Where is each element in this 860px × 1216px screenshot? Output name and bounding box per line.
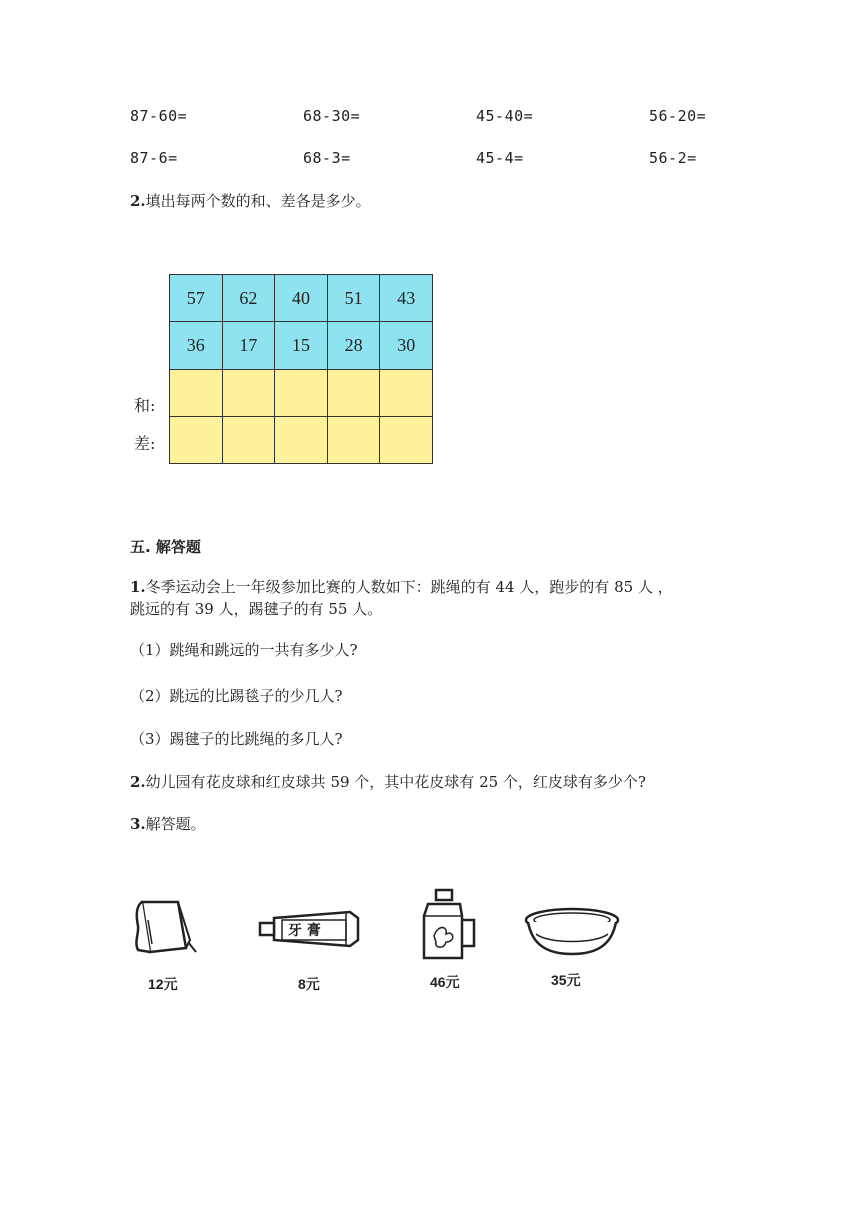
answer-cell[interactable]	[222, 416, 275, 463]
calc-item: 45-4=	[476, 149, 524, 167]
question-2	[130, 190, 371, 212]
question-number: 3.	[130, 815, 146, 833]
toothpaste-item	[254, 906, 364, 960]
answer-cell[interactable]	[275, 416, 328, 463]
numbers-row-2	[170, 322, 433, 369]
answer-cell[interactable]	[327, 416, 380, 463]
diff-row	[170, 416, 433, 463]
number-cell: 57	[170, 275, 223, 322]
number-cell: 40	[275, 275, 328, 322]
question-text: 解答题。	[145, 815, 206, 833]
calc-item: 68-3=	[303, 149, 351, 167]
question-number: 2.	[130, 773, 146, 791]
number-cell: 30	[380, 322, 433, 369]
calc-item: 45-40=	[476, 107, 534, 125]
number-cell: 36	[170, 322, 223, 369]
answer-cell[interactable]	[380, 369, 433, 416]
question-number: 2.	[130, 192, 146, 210]
question-5-2	[130, 771, 646, 793]
question-text: 填出每两个数的和、差各是多少。	[145, 192, 371, 210]
number-cell: 17	[222, 322, 275, 369]
calc-item: 56-20=	[649, 107, 707, 125]
towel-item	[130, 896, 202, 964]
numbers-row-1	[170, 275, 433, 322]
answer-cell[interactable]	[170, 416, 223, 463]
answer-cell[interactable]	[222, 369, 275, 416]
sub-question-2: （2）跳远的比踢毯子的少几人?	[130, 687, 343, 705]
number-cell: 62	[222, 275, 275, 322]
toothpaste-price: 8元	[298, 976, 320, 992]
answer-cell[interactable]	[170, 369, 223, 416]
toothpaste-label: 牙 膏	[288, 923, 321, 939]
calc-item: 68-30=	[303, 107, 361, 125]
number-cell: 43	[380, 275, 433, 322]
sub-question-1: （1）跳绳和跳远的一共有多少人?	[130, 641, 358, 659]
sum-row	[170, 369, 433, 416]
thermos-price: 46元	[430, 974, 460, 990]
question-text-line-2: 跳远的有 39 人，踢毽子的有 55 人。	[130, 600, 383, 618]
basin-icon	[522, 904, 622, 960]
diff-label: 差:	[134, 434, 156, 453]
calc-item: 87-60=	[130, 107, 188, 125]
number-cell: 28	[327, 322, 380, 369]
basin-item	[522, 904, 622, 964]
sub-question-3: （3）踢毽子的比跳绳的多几人?	[130, 730, 343, 748]
question-text-line-1: 冬季运动会上一年级参加比赛的人数如下：跳绳的有 44 人，跑步的有 85 人 ，	[145, 578, 673, 596]
question-text: 幼儿园有花皮球和红皮球共 59 个，其中花皮球有 25 个，红皮球有多少个?	[145, 773, 646, 791]
question-5-3	[130, 813, 206, 835]
thermos-cup-icon	[414, 886, 484, 966]
towel-price: 12元	[148, 976, 178, 992]
answer-cell[interactable]	[327, 369, 380, 416]
basin-price: 35元	[551, 972, 581, 988]
calc-item: 87-6=	[130, 149, 178, 167]
sum-label: 和:	[134, 396, 156, 415]
question-number: 1.	[130, 578, 146, 596]
answer-cell[interactable]	[275, 369, 328, 416]
answer-cell[interactable]	[380, 416, 433, 463]
thermos-item	[414, 886, 484, 970]
calc-item: 56-2=	[649, 149, 697, 167]
section-title: 五. 解答题	[130, 538, 201, 556]
sum-diff-table	[169, 274, 433, 464]
number-cell: 51	[327, 275, 380, 322]
number-cell: 15	[275, 322, 328, 369]
question-5-1	[130, 576, 750, 620]
towel-icon	[130, 896, 202, 960]
